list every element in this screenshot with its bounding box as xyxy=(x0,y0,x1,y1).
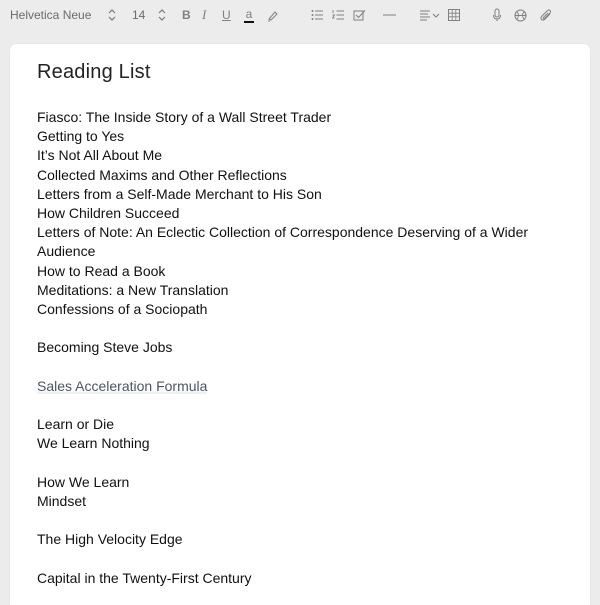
font-size-select[interactable]: 14 xyxy=(132,8,146,22)
list-item: Getting to Yes xyxy=(37,128,125,145)
underline-button[interactable]: U xyxy=(222,8,231,22)
list-item: Letters from a Self-Made Merchant to His Son xyxy=(37,185,322,202)
attachment-icon[interactable] xyxy=(539,0,553,30)
blank-line xyxy=(37,453,557,472)
page-title: Reading List xyxy=(37,61,151,83)
blank-line xyxy=(37,511,557,530)
microphone-icon[interactable] xyxy=(492,0,502,30)
blank-line xyxy=(37,357,557,376)
list-item xyxy=(37,377,557,396)
blank-line xyxy=(37,549,557,568)
bulleted-list-icon[interactable] xyxy=(311,0,324,30)
font-size-stepper-icon[interactable] xyxy=(157,0,167,30)
list-item: Becoming Steve Jobs xyxy=(37,339,173,356)
list-item: Mindset xyxy=(37,492,87,509)
checklist-icon[interactable] xyxy=(353,0,366,30)
align-icon[interactable] xyxy=(420,0,442,30)
table-icon[interactable] xyxy=(448,0,460,30)
text-color-label: a xyxy=(245,6,253,21)
blank-line xyxy=(37,319,557,338)
horizontal-rule-icon[interactable] xyxy=(383,0,396,30)
blank-line xyxy=(37,396,557,415)
list-item: Capital in the Twenty-First Century xyxy=(37,569,252,586)
list-item: It’s Not All About Me xyxy=(37,147,163,164)
list-item: How to Read a Book xyxy=(37,262,166,279)
font-family-select[interactable]: Helvetica Neue xyxy=(10,8,92,22)
globe-icon[interactable] xyxy=(514,0,527,30)
list-item: Confessions of a Sociopath xyxy=(37,300,208,317)
italic-button[interactable]: I xyxy=(202,7,207,22)
bold-button[interactable]: B xyxy=(182,8,191,22)
note-document[interactable] xyxy=(10,44,590,605)
text-color-swatch xyxy=(244,21,254,23)
note-body[interactable] xyxy=(37,108,557,588)
list-item: The High Velocity Edge xyxy=(37,531,183,548)
list-item: Learn or Die xyxy=(37,416,115,433)
numbered-list-icon[interactable] xyxy=(332,0,345,30)
list-item: Letters of Note: An Eclectic Collection of Correspondence Deserving of a Wider Audience xyxy=(37,224,529,260)
list-item: How We Learn xyxy=(37,473,130,490)
text-color-button[interactable] xyxy=(244,0,254,30)
list-item: Collected Maxims and Other Reflections xyxy=(37,166,287,183)
list-item: Fiasco: The Inside Story of a Wall Street Trader xyxy=(37,109,332,125)
formatting-toolbar xyxy=(0,0,600,30)
list-item: We Learn Nothing xyxy=(37,435,150,452)
list-item: How Children Succeed xyxy=(37,204,180,221)
highlighter-icon[interactable] xyxy=(266,0,279,30)
font-family-stepper-icon[interactable] xyxy=(107,0,117,30)
list-item: Meditations: a New Translation xyxy=(37,281,229,298)
highlighted-text: Sales Acceleration Formula xyxy=(37,377,208,394)
